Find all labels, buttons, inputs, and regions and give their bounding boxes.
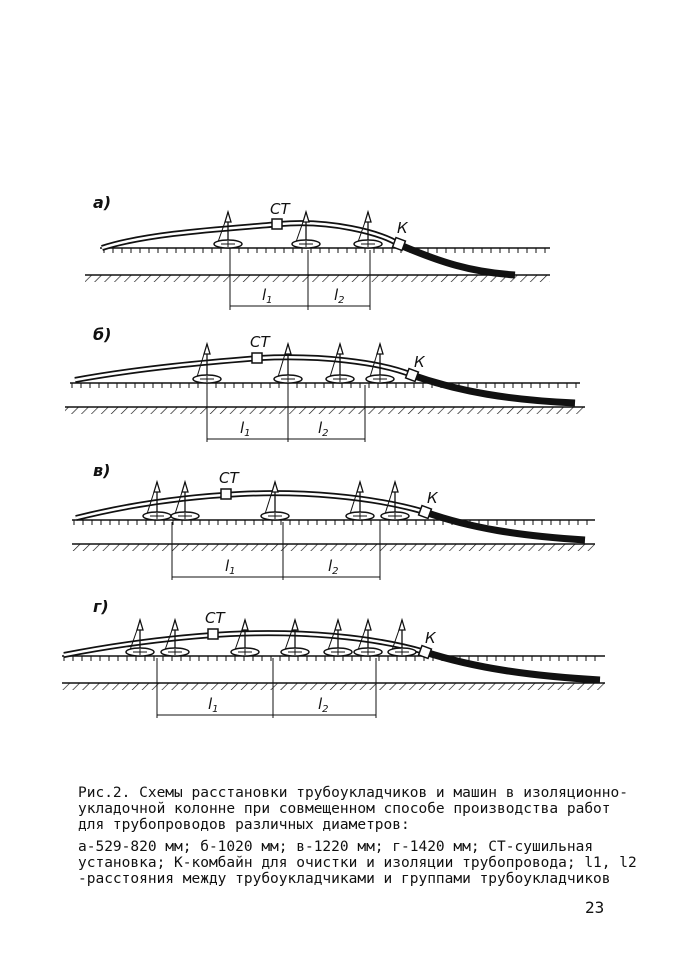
pipeline: [75, 357, 412, 380]
panel-label: в): [93, 461, 111, 480]
combine-k: [393, 238, 406, 251]
st-label: СТ: [270, 200, 290, 218]
ground-hatch: [62, 683, 605, 690]
pipelayer-icon: [261, 482, 289, 520]
pipelayer-icon: [292, 212, 320, 248]
pipelayer-icon: [274, 344, 302, 383]
figure-caption: [78, 785, 638, 887]
panel-label: а): [93, 193, 112, 212]
pipelayer-icon: [281, 620, 309, 656]
drying-unit: [272, 219, 282, 229]
l1-label: $l_1$: [208, 695, 219, 715]
pipelayer-icon: [388, 620, 416, 656]
l2-label: $l_2$: [334, 286, 345, 306]
k-label: К: [414, 353, 425, 371]
ground-hatch: [85, 275, 550, 282]
st-label: СТ: [205, 609, 225, 627]
k-label: К: [427, 489, 438, 507]
panel-b: [65, 325, 585, 442]
l2-label: $l_2$: [318, 419, 329, 439]
st-label: СТ: [219, 469, 239, 487]
caption-legend: а-529-820 мм; б-1020 мм; в-1220 мм; г-1420 мм; СТ-сушильная установка; К-комбайн для очистки и изоляции трубопровода; l1, l2 -расстояния между трубоукладчиками и группами трубоукладчиков: [78, 839, 637, 887]
drying-unit: [252, 353, 262, 363]
drying-unit: [208, 629, 218, 639]
panel-a: [85, 193, 550, 310]
k-label: К: [425, 629, 436, 647]
st-label: СТ: [250, 333, 270, 351]
page-number: 23: [585, 898, 605, 917]
l2-label: $l_2$: [328, 557, 339, 577]
panel-c: [72, 461, 595, 580]
k-label: К: [397, 219, 408, 237]
panel-d: [62, 597, 605, 718]
combine-k: [419, 506, 432, 519]
caption-title: Рис.2. Схемы расстановки трубоукладчиков и машин в изоляционно-укладочной колонне при совмещенном способе производства работ для трубопроводов различных диаметров:: [78, 785, 628, 833]
drying-unit: [221, 489, 231, 499]
ground-hatch: [72, 544, 595, 551]
l1-label: $l_1$: [262, 286, 273, 306]
panel-label: б): [93, 325, 112, 344]
insulated-pipe: [412, 375, 575, 403]
combine-k: [419, 646, 432, 659]
panel-label: г): [93, 597, 109, 616]
l2-label: $l_2$: [318, 695, 329, 715]
ground-hatch: [65, 407, 585, 414]
l1-label: $l_1$: [240, 419, 251, 439]
pipelayer-icon: [231, 620, 259, 656]
pipelayer-icon: [126, 620, 154, 656]
l1-label: $l_1$: [225, 557, 236, 577]
